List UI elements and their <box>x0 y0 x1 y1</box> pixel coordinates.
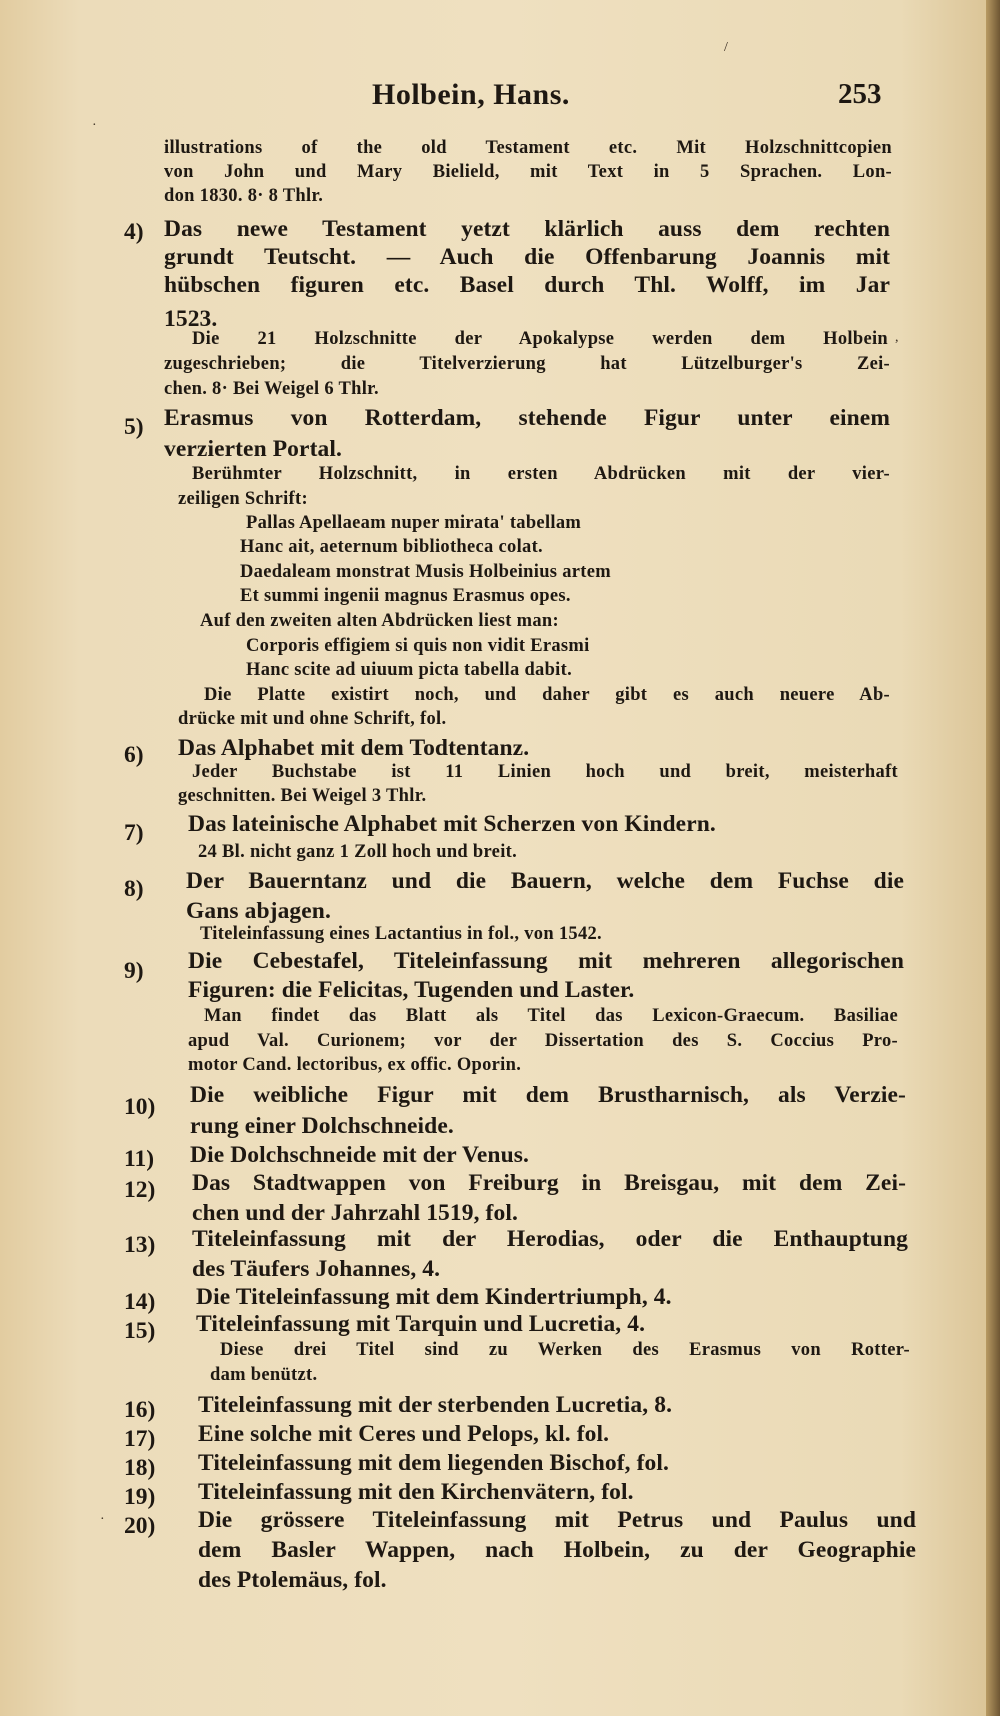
entry-text-line: Die Cebestafel, Titeleinfassung mit mehreren allegorischen <box>188 948 904 974</box>
note-text-line: Hanc ait, aeternum bibliotheca colat. <box>240 537 543 557</box>
speck-mark: · <box>100 1512 105 1527</box>
entry-text-line: Das lateinische Alphabet mit Scherzen von Kindern. <box>188 811 716 837</box>
entry-text-line: Eine solche mit Ceres und Pelops, kl. fol. <box>198 1421 610 1447</box>
entry-text-line: verzierten Portal. <box>164 436 342 462</box>
entry-number: 7) <box>124 820 144 846</box>
entry-number: 18) <box>124 1455 156 1481</box>
note-text-line: chen. 8· Bei Weigel 6 Thlr. <box>164 379 379 399</box>
entry-number: 10) <box>124 1094 156 1120</box>
running-header <box>0 78 1000 118</box>
entry-text-line: Die grössere Titeleinfassung mit Petrus und Paulus und <box>198 1507 916 1533</box>
entry-text-line: Figuren: die Felicitas, Tugenden und Laster. <box>188 977 635 1003</box>
entry-number: 8) <box>124 876 144 902</box>
page-edge-shadow <box>986 0 1000 1716</box>
note-text-line: Die Platte existirt noch, und daher gibt es auch neuere Ab- <box>204 685 890 705</box>
entry-text-line: Titeleinfassung mit dem liegenden Bischof, fol. <box>198 1450 670 1476</box>
entry-number: 12) <box>124 1177 156 1203</box>
note-text-line: Hanc scite ad uiuum picta tabella dabit. <box>246 660 573 680</box>
note-text-line: drücke mit und ohne Schrift, fol. <box>178 709 447 729</box>
entry-text-line: Die weibliche Figur mit dem Brustharnisch, als Verzie- <box>190 1082 906 1108</box>
note-text-line: zugeschrieben; die Titelverzierung hat Lützelburger's Zei- <box>164 354 890 374</box>
note-text-line: Diese drei Titel sind zu Werken des Erasmus von Rotter- <box>220 1340 910 1360</box>
entry-number: 4) <box>124 219 144 245</box>
entry-text-line: des Ptolemäus, fol. <box>198 1567 387 1593</box>
note-text-line: don 1830. 8· 8 Thlr. <box>164 186 324 206</box>
entry-number: 20) <box>124 1513 156 1539</box>
entry-number: 15) <box>124 1318 156 1344</box>
note-text-line: zeiligen Schrift: <box>178 489 308 509</box>
entry-number: 9) <box>124 958 144 984</box>
note-text-line: Corporis effigiem si quis non vidit Erasmi <box>246 636 590 656</box>
entry-number: 13) <box>124 1232 156 1258</box>
note-text-line: Man findet das Blatt als Titel das Lexicon-Graecum. Basiliae <box>204 1006 898 1026</box>
note-text-line: Et summi ingenii magnus Erasmus opes. <box>240 586 571 606</box>
entry-text-line: Das Stadtwappen von Freiburg in Breisgau, mit dem Zei- <box>192 1170 906 1196</box>
entry-text-line: Gans abjagen. <box>186 898 331 924</box>
note-text-line: von John und Mary Bielield, mit Text in 5 Sprachen. Lon- <box>164 162 892 182</box>
entry-text-line: Erasmus von Rotterdam, stehende Figur unter einem <box>164 405 890 431</box>
entry-text-line: Titeleinfassung mit der Herodias, oder die Enthauptung <box>192 1226 908 1252</box>
entry-text-line: hübschen figuren etc. Basel durch Thl. Wolff, im Jar <box>164 272 890 298</box>
entry-number: 11) <box>124 1146 155 1172</box>
note-text-line: geschnitten. Bei Weigel 3 Thlr. <box>178 786 427 806</box>
entry-number: 5) <box>124 414 144 440</box>
note-text-line: Daedaleam monstrat Musis Holbeinius artem <box>240 562 611 582</box>
entry-number: 6) <box>124 742 144 768</box>
page-number: 253 <box>838 78 882 110</box>
note-text-line: apud Val. Curionem; vor der Dissertation des S. Coccius Pro- <box>188 1031 898 1051</box>
entry-text-line: dem Basler Wappen, nach Holbein, zu der Geographie <box>198 1537 916 1563</box>
speck-mark: , <box>895 330 899 345</box>
entry-text-line: Die Dolchschneide mit der Venus. <box>190 1142 529 1168</box>
entry-number: 14) <box>124 1289 156 1315</box>
note-text-line: Die 21 Holzschnitte der Apokalypse werden dem Holbein <box>192 329 888 349</box>
note-text-line: Auf den zweiten alten Abdrücken liest man: <box>200 611 559 631</box>
entry-text-line: Titeleinfassung mit den Kirchenvätern, fol. <box>198 1479 634 1505</box>
note-text-line: dam benützt. <box>210 1365 318 1385</box>
entry-text-line: Das newe Testament yetzt klärlich auss dem rechten <box>164 216 890 242</box>
note-text-line: Berühmter Holzschnitt, in ersten Abdrücken mit der vier- <box>192 464 890 484</box>
speck-mark: / <box>724 40 728 55</box>
note-text-line: illustrations of the old Testament etc. Mit Holzschnittcopien <box>164 138 892 158</box>
speck-mark: · <box>92 118 97 133</box>
entry-number: 19) <box>124 1484 156 1510</box>
entry-number: 16) <box>124 1397 156 1423</box>
entry-text-line: chen und der Jahrzahl 1519, fol. <box>192 1200 518 1226</box>
entry-text-line: Titeleinfassung mit der sterbenden Lucretia, 8. <box>198 1392 673 1418</box>
page-title: Holbein, Hans. <box>372 78 570 111</box>
entry-text-line: Der Bauerntanz und die Bauern, welche dem Fuchse die <box>186 868 904 894</box>
entry-text-line: Das Alphabet mit dem Todtentanz. <box>178 735 530 761</box>
note-text-line: Titeleinfassung eines Lactantius in fol., von 1542. <box>200 924 602 944</box>
entry-text-line: rung einer Dolchschneide. <box>190 1113 454 1139</box>
entry-text-line: 1523. <box>164 306 218 332</box>
entry-text-line: Titeleinfassung mit Tarquin und Lucretia, 4. <box>196 1311 646 1337</box>
entry-text-line: des Täufers Johannes, 4. <box>192 1256 441 1282</box>
note-text-line: motor Cand. lectoribus, ex offic. Oporin. <box>188 1055 522 1075</box>
note-text-line: Jeder Buchstabe ist 11 Linien hoch und breit, meisterhaft <box>192 762 898 782</box>
entry-number: 17) <box>124 1426 156 1452</box>
note-text-line: Pallas Apellaeam nuper mirata' tabellam <box>246 513 582 533</box>
entry-text-line: Die Titeleinfassung mit dem Kindertriumph, 4. <box>196 1284 672 1310</box>
note-text-line: 24 Bl. nicht ganz 1 Zoll hoch und breit. <box>198 842 518 862</box>
entry-text-line: grundt Teutscht. — Auch die Offenbarung Joannis mit <box>164 244 890 270</box>
